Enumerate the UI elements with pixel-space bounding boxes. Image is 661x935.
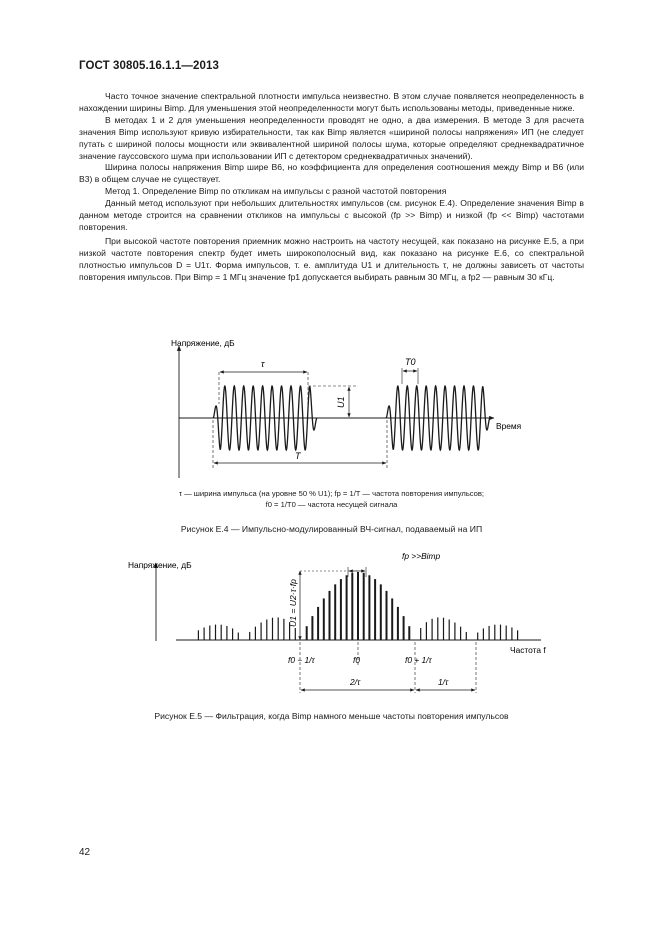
spectral-lines bbox=[198, 572, 517, 640]
page-number: 42 bbox=[79, 847, 91, 858]
x-axis-label: Частота f bbox=[510, 645, 546, 655]
y-axis-label: Напряжение, дБ bbox=[171, 338, 235, 348]
figure-e4 bbox=[150, 336, 540, 484]
paragraph: Метод 1. Определение Bimp по откликам на импульсы с разной частотой повторения bbox=[105, 186, 447, 197]
u1-label: U1 bbox=[336, 396, 346, 408]
y-axis-label: Напряжение, дБ bbox=[128, 560, 192, 570]
paragraph: Ширина полосы напряжения Bimp шире B6, но коэффициента для определения соотношения между Bimp и B6 (или B3) в общем случае не существует. bbox=[79, 162, 584, 185]
u-label: U1 = U2·τ·fp bbox=[288, 579, 298, 627]
paragraph: При высокой частоте повторения приемник можно настроить на частоту несущей, как показано на рисунке Е.5, а при низкой частоте повторения спектр будет иметь широкополосный вид, как показано на рисунке Е.6, со спектральной плотностью импульсов D = U1τ. Форма импульсов, т. е. амплитуда U1 и длительность τ, не должны зависеть от частоты повторения импульсов. При Bimp = 1 МГц значение fp1 допускается выбирать равным 30 МГц, а fp2 — равным 30 кГц. bbox=[79, 235, 584, 282]
f0-label: f0 bbox=[353, 655, 360, 665]
x-axis-label: Время bbox=[496, 421, 522, 431]
legend-line: f0 = 1/T0 — частота несущей сигнала bbox=[265, 500, 398, 509]
one-over-tau-label: 1/τ bbox=[438, 677, 449, 687]
figure-e4-legend bbox=[79, 488, 584, 510]
figure-e4-caption: Рисунок Е.4 — Импульсно-модулированный ВЧ-сигнал, подаваемый на ИП bbox=[180, 524, 483, 534]
two-over-tau-label: 2/τ bbox=[350, 677, 361, 687]
paragraph: Часто точное значение спектральной плотности импульса неизвестно. В этом случае появляется неопределенность в нахождении ширины Bimp. Для уменьшения этой неопределенности могут быть использованы методы, приведенные ниже. bbox=[79, 91, 584, 113]
f-minus-label: f0 − 1/τ bbox=[288, 655, 315, 665]
figure-e5-caption: Рисунок Е.5 — Фильтрация, когда Bimp намного меньше частоты повторения импульсов bbox=[154, 711, 509, 721]
t0-label: T0 bbox=[405, 357, 416, 367]
paragraph: Данный метод используют при небольших длительностях импульсов (см. рисунок Е.4). Определение значения Bimp в данном методе строится на сравнении откликов на импульсы с высокой (fp >> Bimp) и низкой (fp << Bimp) частотами повторения. bbox=[79, 198, 584, 232]
document-header: ГОСТ 30805.16.1.1—2013 bbox=[79, 60, 219, 72]
tau-label: τ bbox=[261, 359, 265, 369]
figure-e5 bbox=[120, 543, 560, 703]
legend-line: τ — ширина импульса (на уровне 50 % U1); fp = 1/T — частота повторения импульсов; bbox=[178, 489, 485, 498]
body-text bbox=[79, 91, 584, 284]
f-plus-label: f0 + 1/τ bbox=[405, 655, 432, 665]
fp-annotation: fp >>Bimp bbox=[402, 551, 441, 561]
paragraph: В методах 1 и 2 для уменьшения неопределенности проводят не одно, а два измерения. В методе 3 для расчета значения Bimp используют кривую избирательности, так как Bimp является «шириной полосы напряжения» ИП (не следует путать с шириной полосы мощности или эквивалентной шириной полосы шума, которые определяют среднеквадратичное значение гауссовского шума при использовании ИП с детектором среднеквадратичных значений). bbox=[79, 114, 584, 161]
period-label: T bbox=[295, 451, 301, 461]
